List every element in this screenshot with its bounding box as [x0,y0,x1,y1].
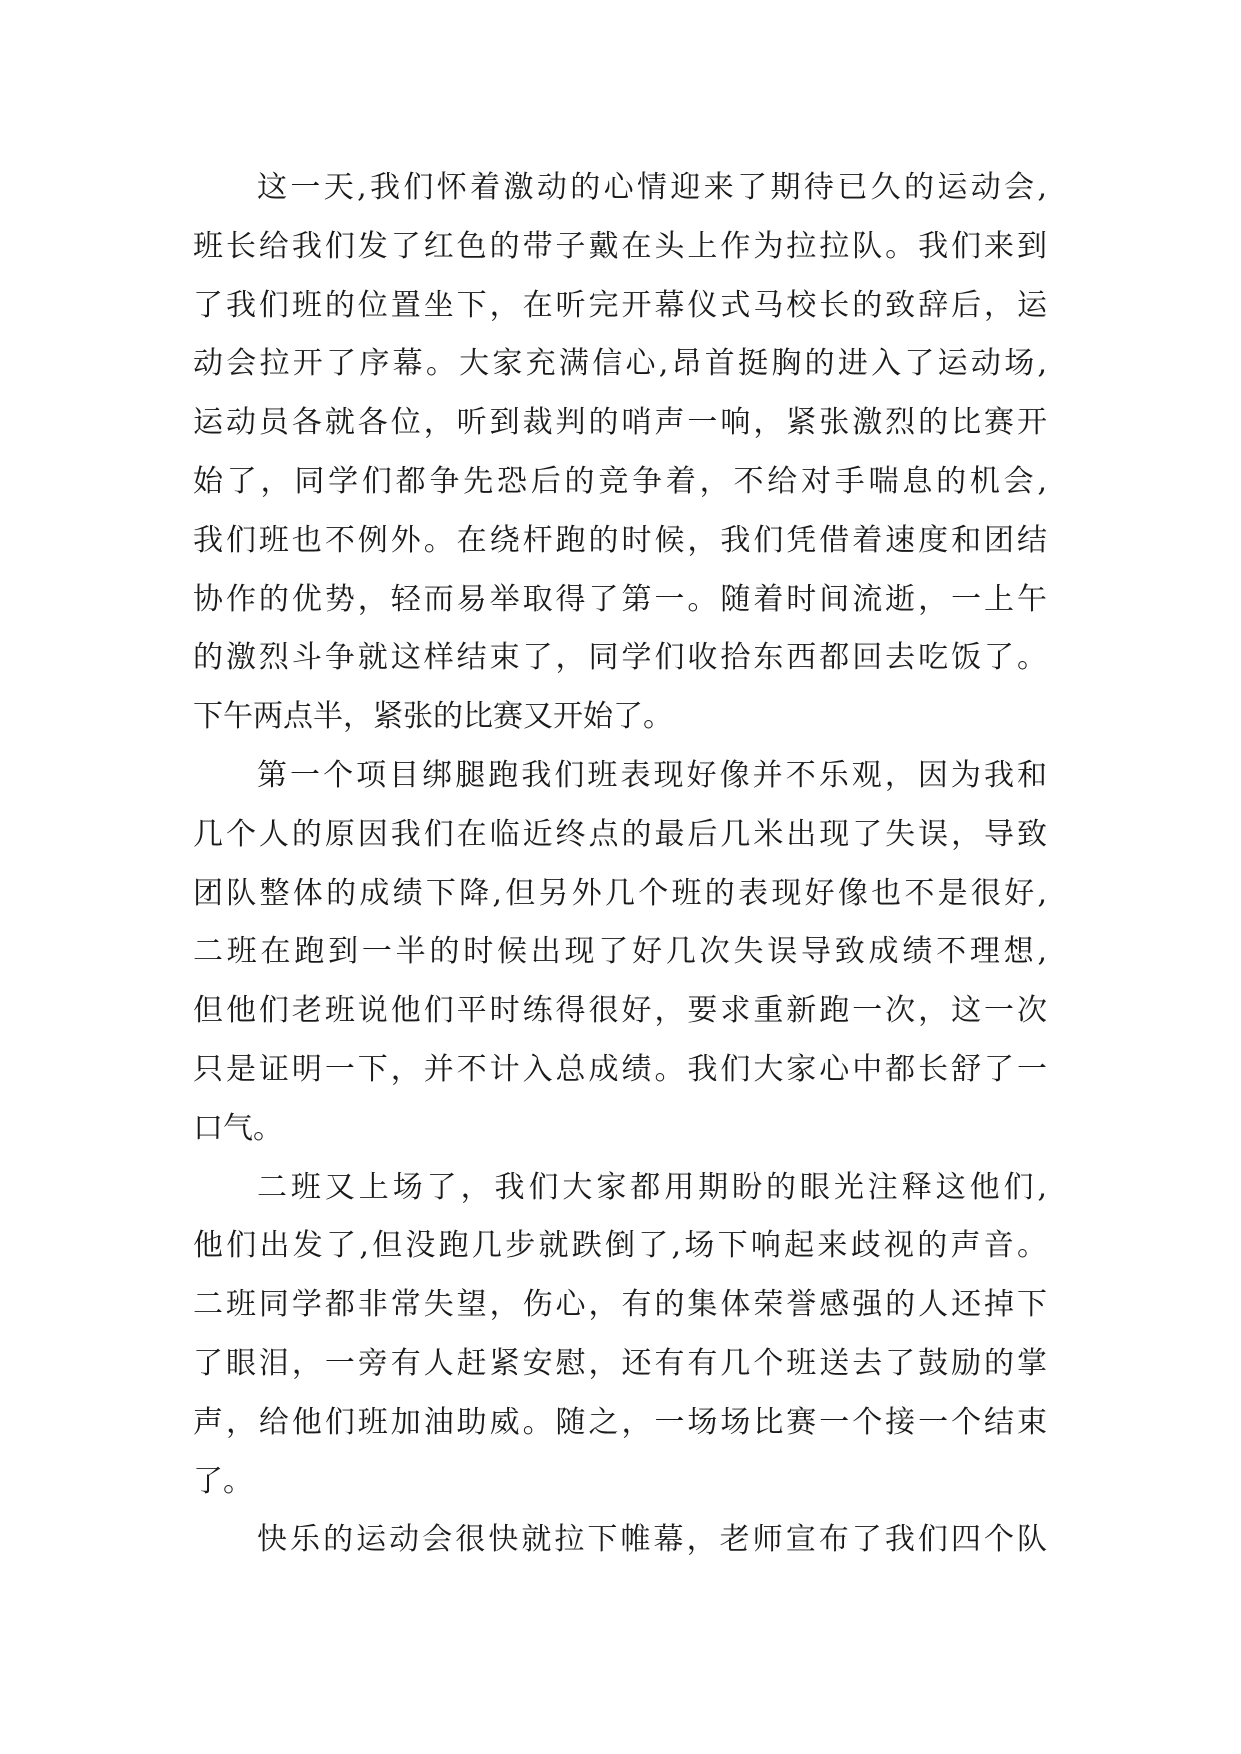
text-line: 动会拉开了序幕。大家充满信心,昂首挺胸的进入了运动场, [193,346,1047,382]
text-line: 几个人的原因我们在临近终点的最后几米出现了失误，导致 [193,816,1047,852]
text-line: 团队整体的成绩下降,但另外几个班的表现好像也不是很好, [193,875,1047,911]
text-line: 始了，同学们都争先恐后的竞争着，不给对手喘息的机会, [193,463,1047,499]
text-line: 但他们老班说他们平时练得很好，要求重新跑一次，这一次 [193,993,1047,1029]
text-line: 快乐的运动会很快就拉下帷幕，老师宣布了我们四个队 [257,1522,1047,1558]
essay-body [193,159,1093,1570]
text-line: 我们班也不例外。在绕杆跑的时候，我们凭借着速度和团结 [193,522,1047,558]
text-line: 声，给他们班加油助威。随之，一场场比赛一个接一个结束 [193,1404,1047,1440]
text-line: 二班在跑到一半的时候出现了好几次失误导致成绩不理想, [193,934,1047,970]
text-line: 二班又上场了，我们大家都用期盼的眼光注释这他们, [257,1169,1047,1205]
text-line: 第一个项目绑腿跑我们班表现好像并不乐观，因为我和 [257,757,1047,793]
text-line: 他们出发了,但没跑几步就跌倒了,场下响起来歧视的声音。 [193,1228,1047,1264]
text-line: 只是证明一下，并不计入总成绩。我们大家心中都长舒了一 [193,1051,1047,1087]
text-line: 班长给我们发了红色的带子戴在头上作为拉拉队。我们来到 [193,228,1047,264]
text-line: 了我们班的位置坐下，在听完开幕仪式马校长的致辞后，运 [193,287,1047,323]
text-line: 二班同学都非常失望，伤心，有的集体荣誉感强的人还掉下 [193,1287,1047,1323]
text-line: 了。 [193,1463,253,1499]
text-line: 的激烈斗争就这样结束了，同学们收拾东西都回去吃饭了。 [193,640,1047,676]
text-line: 下午两点半，紧张的比赛又开始了。 [193,699,673,735]
text-line: 口气。 [193,1110,283,1146]
text-line: 运动员各就各位，听到裁判的哨声一响，紧张激烈的比赛开 [193,405,1047,441]
text-line: 协作的优势，轻而易举取得了第一。随着时间流逝，一上午 [193,581,1047,617]
text-line: 了眼泪，一旁有人赶紧安慰，还有有几个班送去了鼓励的掌 [193,1345,1047,1381]
text-line: 这一天,我们怀着激动的心情迎来了期待已久的运动会, [257,170,1047,205]
